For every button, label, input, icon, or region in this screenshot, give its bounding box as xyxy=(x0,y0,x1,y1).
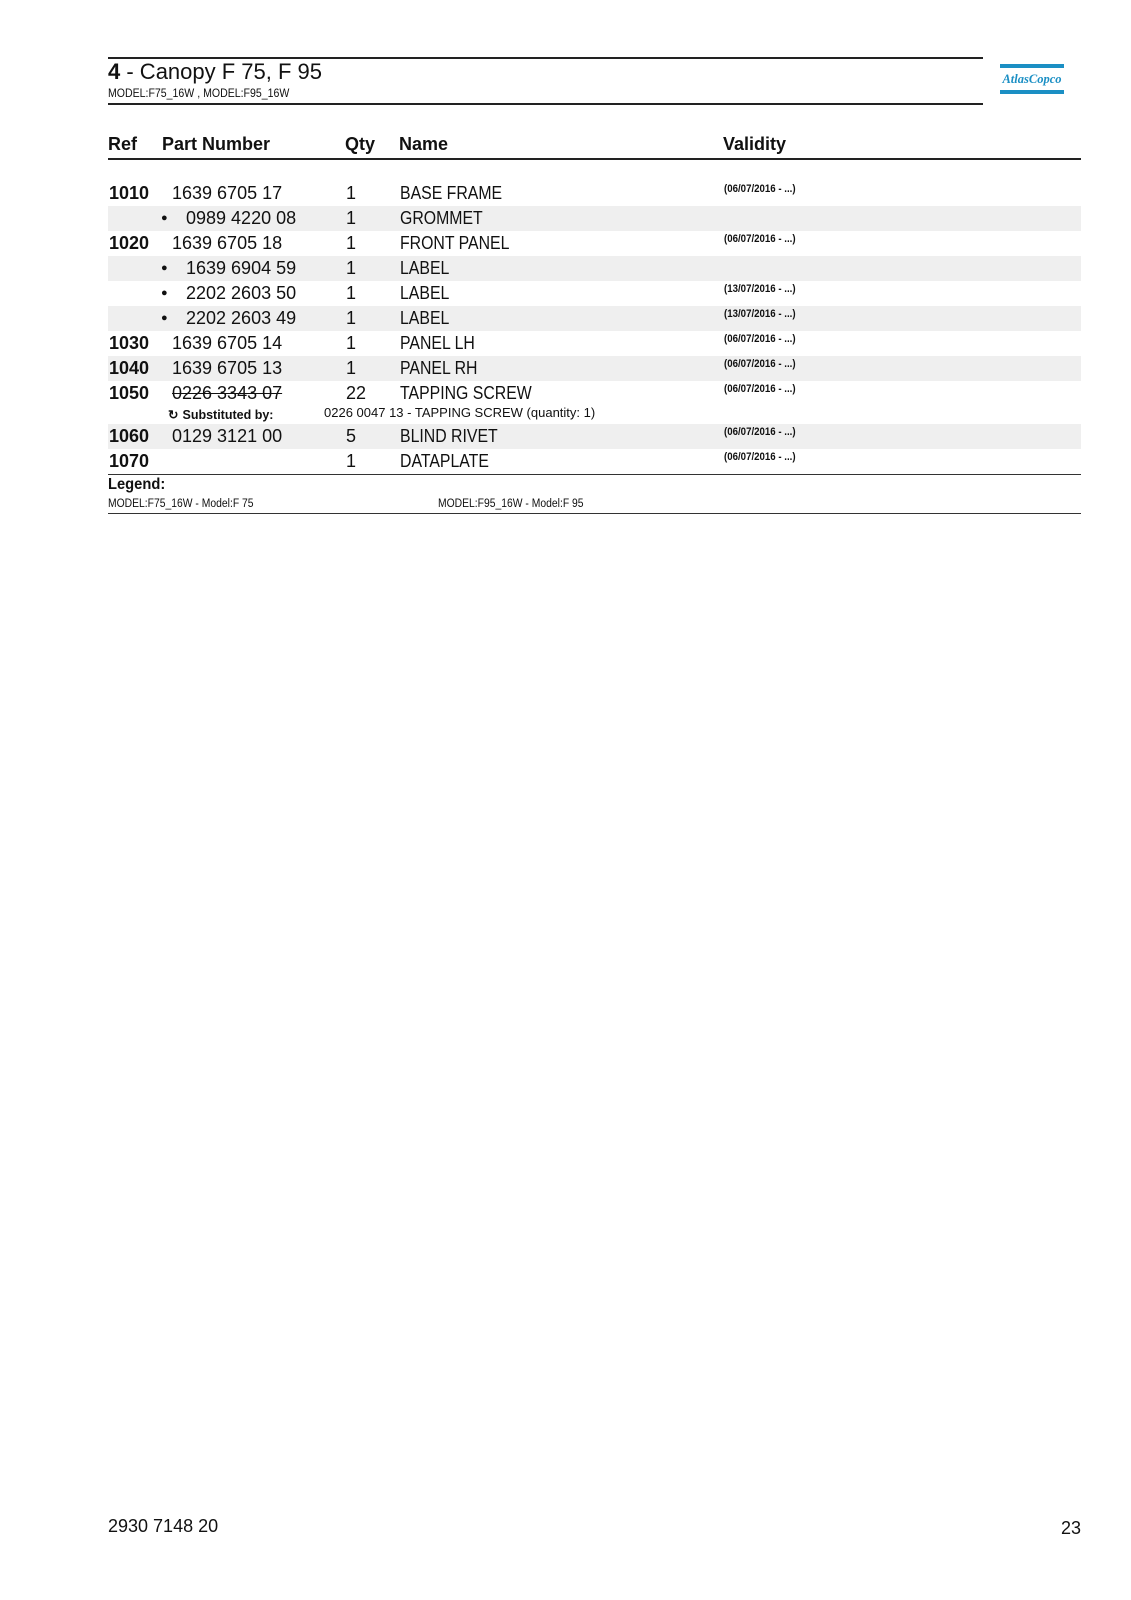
table-row xyxy=(108,449,1081,474)
row-validity: (06/07/2016 - ...) xyxy=(724,451,796,463)
atlas-copco-logo xyxy=(1000,64,1064,94)
row-validity: (06/07/2016 - ...) xyxy=(724,383,796,395)
section-header xyxy=(108,57,983,105)
page-number: 23 xyxy=(1060,1518,1081,1538)
row-qty: 1 xyxy=(346,358,357,378)
row-ref: 1010 xyxy=(109,183,150,203)
legend-item: MODEL:F75_16W - Model:F 75 xyxy=(108,498,254,510)
row-name: FRONT PANEL xyxy=(400,233,510,253)
row-qty: 1 xyxy=(346,183,357,203)
row-ref: 1020 xyxy=(109,233,150,253)
table-row xyxy=(108,356,1081,381)
row-qty: 1 xyxy=(346,333,357,353)
row-name: DATAPLATE xyxy=(400,451,489,471)
row-part-number: 1639 6705 14 xyxy=(172,333,283,353)
column-header-part-number: Part Number xyxy=(162,134,271,154)
row-name: LABEL xyxy=(400,283,450,303)
section-title: - Canopy F 75, F 95 xyxy=(120,59,323,84)
refresh-icon: ↻ xyxy=(168,408,179,422)
row-ref: 1070 xyxy=(109,451,150,471)
table-row xyxy=(108,181,1081,206)
column-header-validity: Validity xyxy=(723,134,787,154)
parts-table xyxy=(108,181,1081,474)
row-name: BASE FRAME xyxy=(400,183,503,203)
legend-title: Legend: xyxy=(108,476,166,493)
section-number: 4 xyxy=(108,59,121,84)
row-name: LABEL xyxy=(400,258,450,278)
logo-band-bottom xyxy=(1000,90,1064,94)
row-qty: 1 xyxy=(346,283,357,303)
row-part-number: ● 1639 6904 59 xyxy=(186,256,296,281)
header-divider xyxy=(108,158,1081,160)
row-validity: (06/07/2016 - ...) xyxy=(724,426,796,438)
row-qty: 1 xyxy=(346,258,357,278)
row-validity: (06/07/2016 - ...) xyxy=(724,233,796,245)
row-validity: (06/07/2016 - ...) xyxy=(724,183,796,195)
table-row xyxy=(108,381,1081,406)
row-part-number: ● 0989 4220 08 xyxy=(186,206,296,231)
row-validity: (13/07/2016 - ...) xyxy=(724,283,796,295)
row-name: GROMMET xyxy=(400,208,483,228)
substitution-row xyxy=(108,406,1081,424)
substitution-label: Substituted by: xyxy=(182,408,274,422)
row-part-number: ● 2202 2603 49 xyxy=(186,306,296,331)
row-ref: 1060 xyxy=(109,426,150,446)
column-header-ref: Ref xyxy=(108,134,138,154)
models-subtitle: MODEL:F75_16W , MODEL:F95_16W xyxy=(108,86,290,100)
row-validity: (06/07/2016 - ...) xyxy=(724,358,796,370)
row-qty: 22 xyxy=(346,383,367,403)
table-row xyxy=(108,231,1081,256)
row-ref: 1030 xyxy=(109,333,150,353)
row-qty: 1 xyxy=(346,308,357,328)
row-validity: (06/07/2016 - ...) xyxy=(724,333,796,345)
table-row xyxy=(108,206,1081,231)
row-part-number: 1639 6705 18 xyxy=(172,233,283,253)
row-qty: 5 xyxy=(346,426,357,446)
table-row xyxy=(108,281,1081,306)
legend-item: MODEL:F95_16W - Model:F 95 xyxy=(438,498,584,510)
row-ref: 1040 xyxy=(109,358,150,378)
row-name: PANEL LH xyxy=(400,333,475,353)
row-part-number: ● 2202 2603 50 xyxy=(186,281,296,306)
row-name: LABEL xyxy=(400,308,450,328)
legend-divider-bottom xyxy=(108,513,1081,514)
logo-text: AtlasCopco xyxy=(1000,69,1064,89)
table-row xyxy=(108,306,1081,331)
row-ref: 1050 xyxy=(109,383,150,403)
column-header-qty: Qty xyxy=(345,134,376,154)
row-validity: (13/07/2016 - ...) xyxy=(724,308,796,320)
logo-band-top xyxy=(1000,64,1064,68)
row-name: PANEL RH xyxy=(400,358,478,378)
row-part-number: 1639 6705 13 xyxy=(172,358,283,378)
document-number: 2930 7148 20 xyxy=(108,1516,219,1536)
table-row xyxy=(108,331,1081,356)
row-name: TAPPING SCREW xyxy=(400,383,532,403)
row-qty: 1 xyxy=(346,208,357,228)
page-title xyxy=(108,59,322,85)
row-part-number: 1639 6705 17 xyxy=(172,183,283,203)
column-header-name: Name xyxy=(399,134,449,154)
row-part-number: 0129 3121 00 xyxy=(172,426,283,446)
row-name: BLIND RIVET xyxy=(400,426,498,446)
row-qty: 1 xyxy=(346,233,357,253)
table-row xyxy=(108,256,1081,281)
row-part-number-superseded: 0226 3343 07 xyxy=(172,383,283,403)
legend-divider-top xyxy=(108,474,1081,475)
substitution-label-group xyxy=(168,406,273,424)
row-qty: 1 xyxy=(346,451,357,471)
substitution-text: 0226 0047 13 - TAPPING SCREW (quantity: 1) xyxy=(324,405,596,420)
table-row xyxy=(108,424,1081,449)
